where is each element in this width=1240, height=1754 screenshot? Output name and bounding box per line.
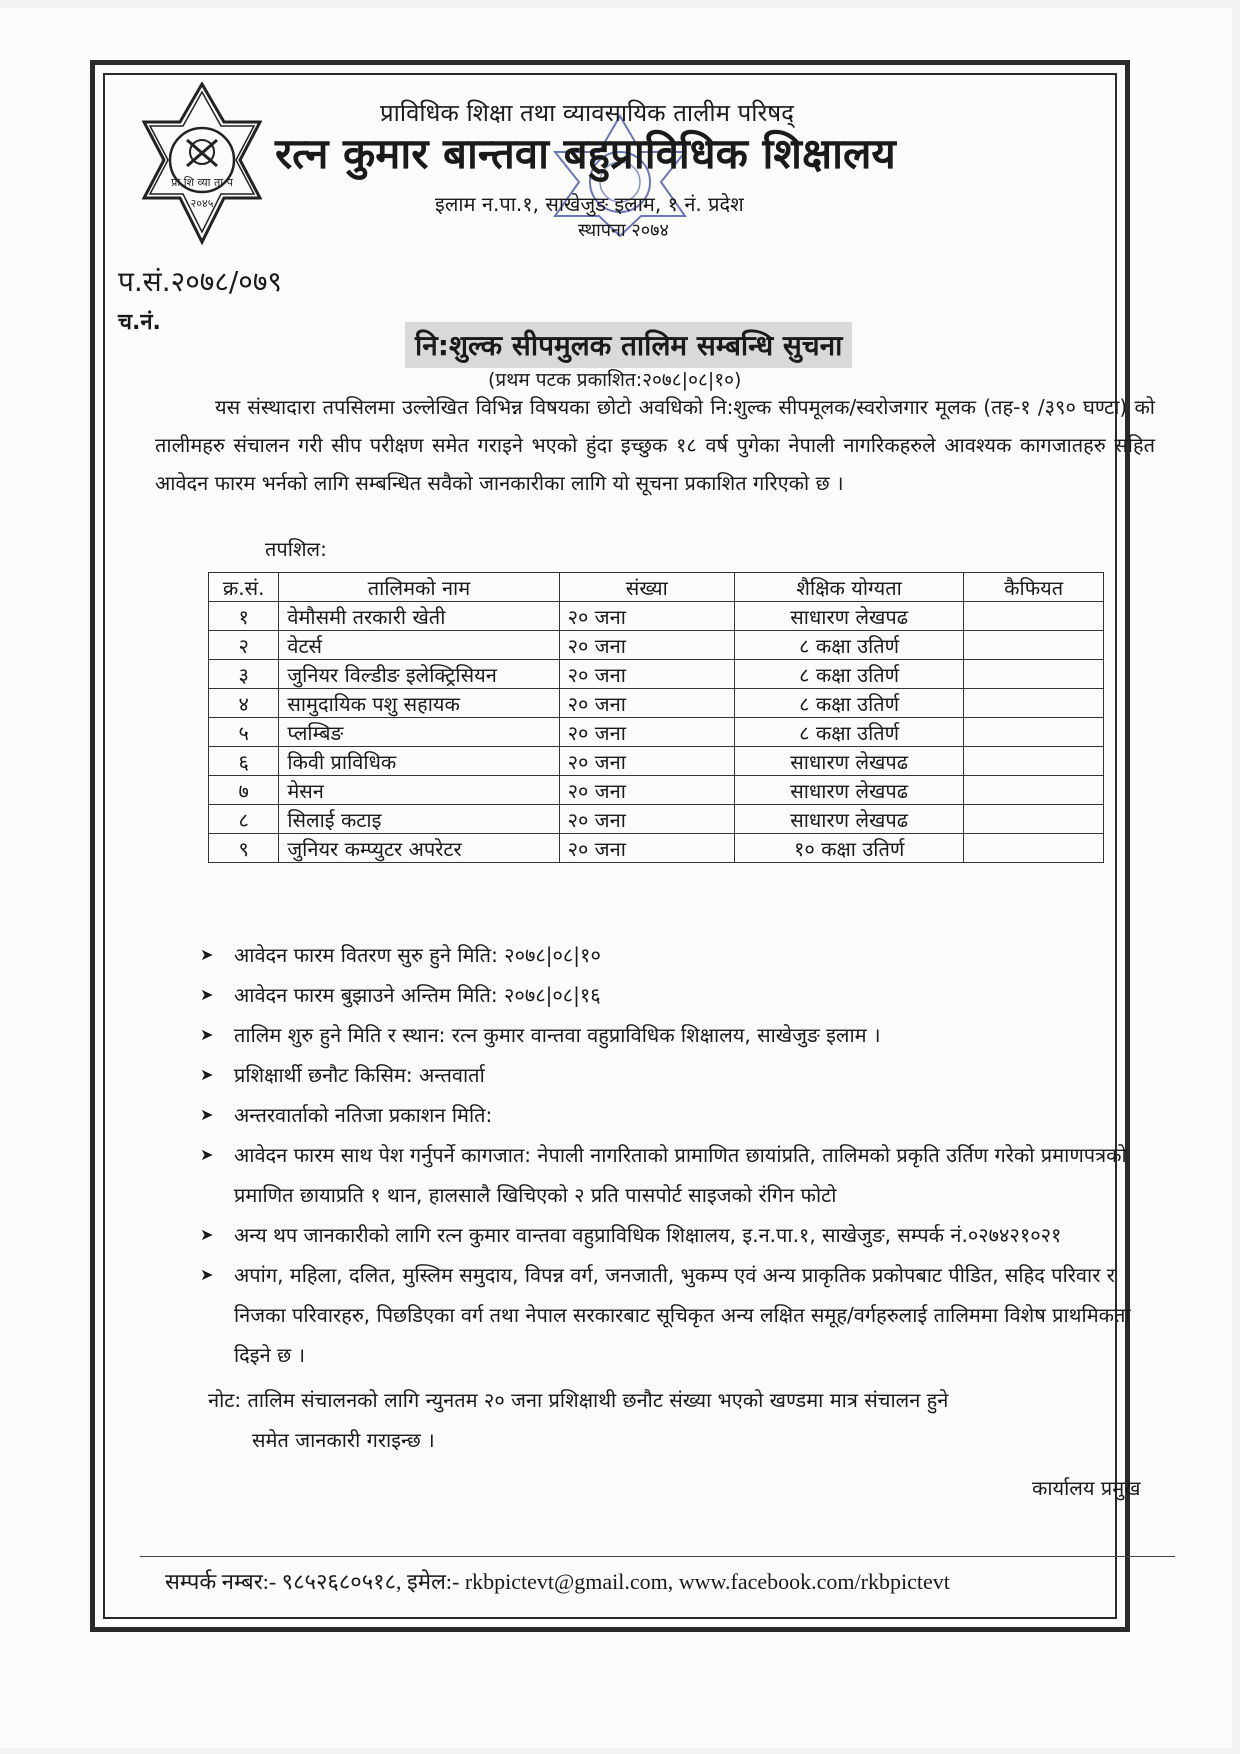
row-name: वेटर्स: [279, 631, 559, 660]
table-row: [209, 718, 1104, 747]
table-row: [209, 602, 1104, 631]
list-item: [200, 1215, 1150, 1255]
row-qualification: साधारण लेखपढ: [734, 602, 963, 631]
training-table: [208, 572, 1104, 863]
established-year: स्थापना २०७४: [578, 220, 669, 241]
row-qualification: ८ कक्षा उतिर्ण: [734, 660, 963, 689]
list-item: [200, 975, 1150, 1015]
row-name: मेसन: [279, 776, 559, 805]
reference-number: प.सं.२०७८/०७९: [118, 265, 282, 298]
info-list: [200, 935, 1150, 1375]
office-chief-signoff: कार्यालय प्रमुख: [1032, 1476, 1141, 1500]
bullet-arrow-icon: ➤: [200, 1265, 214, 1284]
list-item: [200, 935, 1150, 975]
list-item: [200, 1135, 1150, 1215]
row-count: २० जना: [559, 834, 734, 863]
row-count: २० जना: [559, 747, 734, 776]
row-sn: ४: [209, 689, 279, 718]
note-label: नोट:: [208, 1388, 242, 1412]
row-count: २० जना: [559, 689, 734, 718]
emblem-label: प्रा शि व्या ता प: [171, 176, 233, 189]
list-item: [200, 1015, 1150, 1055]
row-remarks: [964, 747, 1104, 776]
list-item-text: आवेदन फारम बुझाउने अन्तिम मिति: २०७८|०८|१६: [234, 983, 601, 1007]
row-sn: ५: [209, 718, 279, 747]
row-sn: ९: [209, 834, 279, 863]
contact-footer: सम्पर्क नम्बर:- ९८५२६८०५१८, इमेल:- rkbpictevt@gmail.com, www.facebook.com/rkbpictevt: [165, 1569, 950, 1594]
list-item-text: तालिम शुरु हुने मिति र स्थान: रत्न कुमार वान्तवा वहुप्राविधिक शिक्षालय, साखेजुङ इलाम ।: [234, 1023, 881, 1047]
institute-name: रत्न कुमार बान्तवा बहुप्राविधिक शिक्षालय: [275, 129, 896, 178]
note-line-1: तालिम संचालनको लागि न्युनतम २० जना प्रशिक्षाथी छनौट संख्या भएको खण्डमा मात्र संचालन हुने: [247, 1388, 949, 1412]
table-row: [209, 660, 1104, 689]
bullet-arrow-icon: ➤: [200, 985, 214, 1004]
row-qualification: साधारण लेखपढ: [734, 747, 963, 776]
row-name: किवी प्राविधिक: [279, 747, 559, 776]
list-item-text: अन्य थप जानकारीको लागि रत्न कुमार वान्तवा वहुप्राविधिक शिक्षालय, इ.न.पा.१, साखेजुङ, सम्पर्क नं.०२७४२१०२१: [234, 1223, 1062, 1247]
row-remarks: [964, 660, 1104, 689]
row-remarks: [964, 776, 1104, 805]
row-remarks: [964, 602, 1104, 631]
table-row: [209, 631, 1104, 660]
table-row: [209, 776, 1104, 805]
intro-paragraph: यस संस्थादारा तपसिलमा उल्लेखित विभिन्न विषयका छोटो अवधिको नि:शुल्क सीपमूलक/स्वरोजगार मूलक (तह-१ /३९० घण्टा) को तालीमहरु संचालन गरी सीप परीक्षण समेत गराइने भएको हुंदा इच्छुक १८ वर्ष पुगेका नेपाली नागरिकहरुले आवश्यक कागजातहरु सहित आवेदन फारम भर्नको लागि सम्बन्धित सवैको जानकारीका लागि यो सूचना प्रकाशित गरिएको छ ।: [155, 395, 1155, 495]
row-sn: ७: [209, 776, 279, 805]
bullet-arrow-icon: ➤: [200, 1065, 214, 1084]
header-name: तालिमको नाम: [279, 573, 559, 602]
row-count: २० जना: [559, 631, 734, 660]
list-item-text: प्रशिक्षार्थी छनौट किसिम: अन्तवार्ता: [234, 1063, 485, 1087]
row-name: जुनियर विल्डीङ इलेक्ट्रिसियन: [279, 660, 559, 689]
row-remarks: [964, 834, 1104, 863]
table-row: [209, 747, 1104, 776]
header-sn: क्र.सं.: [209, 573, 279, 602]
row-count: २० जना: [559, 718, 734, 747]
bullet-arrow-icon: ➤: [200, 945, 214, 964]
table-row: [209, 834, 1104, 863]
bullet-arrow-icon: ➤: [200, 1225, 214, 1244]
row-qualification: १० कक्षा उतिर्ण: [734, 834, 963, 863]
row-name: वेमौसमी तरकारी खेती: [279, 602, 559, 631]
row-qualification: ८ कक्षा उतिर्ण: [734, 718, 963, 747]
row-qualification: साधारण लेखपढ: [734, 776, 963, 805]
bullet-arrow-icon: ➤: [200, 1105, 214, 1124]
row-count: २० जना: [559, 805, 734, 834]
row-qualification: ८ कक्षा उतिर्ण: [734, 689, 963, 718]
row-remarks: [964, 631, 1104, 660]
institute-address: इलाम न.पा.१, साखेजुङ इलाम, १ नं. प्रदेश: [435, 192, 744, 216]
row-sn: ६: [209, 747, 279, 776]
note-line-2: समेत जानकारी गराइन्छ ।: [252, 1428, 435, 1452]
row-name: प्लम्बिङ: [279, 718, 559, 747]
details-label: तपशिल:: [265, 537, 327, 561]
row-qualification: साधारण लेखपढ: [734, 805, 963, 834]
header-count: संख्या: [559, 573, 734, 602]
footer-divider: [140, 1556, 1175, 1557]
table-row: [209, 805, 1104, 834]
header-qualification: शैक्षिक योग्यता: [734, 573, 963, 602]
list-item-text: आवेदन फारम साथ पेश गर्नुपर्ने कागजात: नेपाली नागरिताको प्रामाणित छायांप्रति, तालिमको प्रकृति उर्तिण गरेको प्रमाणपत्रको प्रमाणित छायाप्रति १ थान, हालसालै खिचिएको २ प्रति पासपोर्ट साइजको रंगिन फोटो: [234, 1143, 1127, 1207]
row-sn: १: [209, 602, 279, 631]
row-remarks: [964, 805, 1104, 834]
row-remarks: [964, 718, 1104, 747]
row-name: सिलाई कटाइ: [279, 805, 559, 834]
row-count: २० जना: [559, 776, 734, 805]
bullet-arrow-icon: ➤: [200, 1145, 214, 1164]
row-qualification: ८ कक्षा उतिर्ण: [734, 631, 963, 660]
emblem-year: २०४५: [190, 197, 214, 210]
publish-date: (प्रथम पटक प्रकाशित:२०७८|०८|१०): [488, 369, 742, 391]
row-name: जुनियर कम्प्युटर अपरेटर: [279, 834, 559, 863]
table-row: [209, 689, 1104, 718]
list-item-text: अपांग, महिला, दलित, मुस्लिम समुदाय, विपन्न वर्ग, जनजाती, भुकम्प एवं अन्य प्राकृतिक प्रकोपबाट पीडित, सहिद परिवार र निजका परिवारहरु, पिछडिएका वर्ग तथा नेपाल सरकारबाट सूचिकृत अन्य लक्षित समूह/वर्गहरुलाई तालिममा विशेष प्राथमिकता दिइने छ ।: [234, 1263, 1131, 1367]
list-item: [200, 1095, 1150, 1135]
list-item: [200, 1255, 1150, 1375]
dispatch-number: च.नं.: [118, 310, 161, 335]
emblem-icon: [142, 82, 262, 252]
row-count: २० जना: [559, 602, 734, 631]
list-item-text: आवेदन फारम वितरण सुरु हुने मिति: २०७८|०८|१०: [234, 943, 601, 967]
note-block: [208, 1380, 1148, 1460]
row-remarks: [964, 689, 1104, 718]
header-remarks: कैफियत: [964, 573, 1104, 602]
row-count: २० जना: [559, 660, 734, 689]
bullet-arrow-icon: ➤: [200, 1025, 214, 1044]
list-item: [200, 1055, 1150, 1095]
row-name: सामुदायिक पशु सहायक: [279, 689, 559, 718]
row-sn: २: [209, 631, 279, 660]
row-sn: ८: [209, 805, 279, 834]
notice-title: नि:शुल्क सीपमुलक तालिम सम्बन्धि सुचना: [405, 322, 852, 368]
list-item-text: अन्तरवार्ताको नतिजा प्रकाशन मिति:: [234, 1103, 493, 1127]
row-sn: ३: [209, 660, 279, 689]
table-header-row: [209, 573, 1104, 602]
council-name: प्राविधिक शिक्षा तथा व्यावसायिक तालीम परिषद्: [380, 99, 794, 127]
